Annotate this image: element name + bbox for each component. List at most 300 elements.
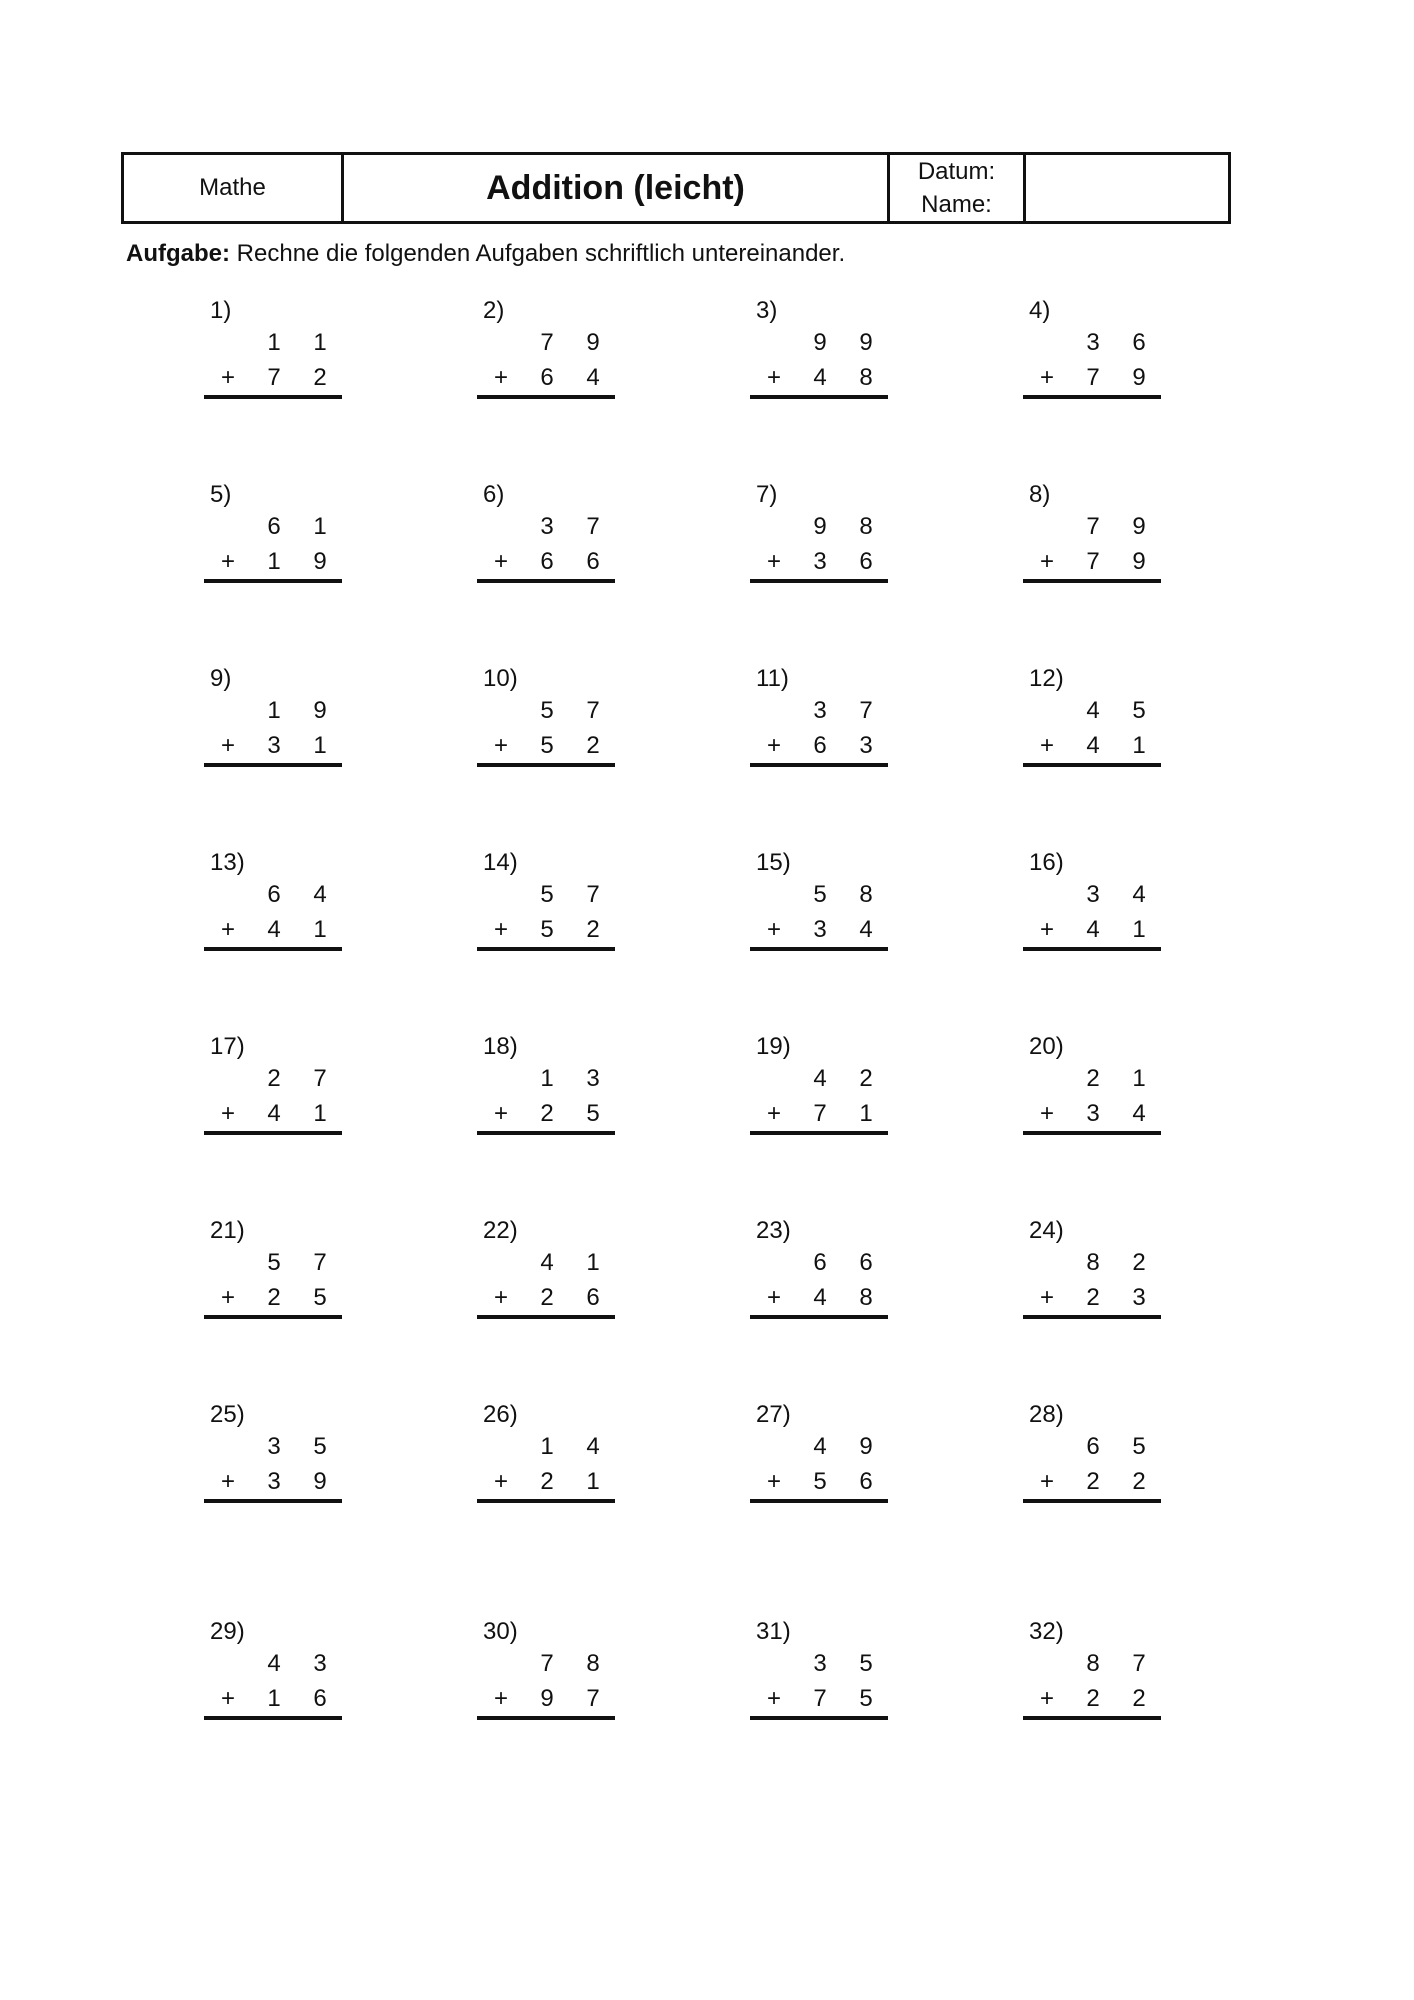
plus-sign: +: [1039, 916, 1054, 943]
second-addend: [750, 913, 886, 947]
digit: 5: [586, 1100, 600, 1127]
first-addend: [204, 1647, 340, 1681]
addition-problem: [1023, 1032, 1165, 1142]
second-addend: [204, 361, 340, 395]
digit: 9: [813, 513, 827, 540]
plus-sign: +: [493, 1284, 508, 1311]
digit: 4: [1132, 1100, 1146, 1127]
plus-sign: +: [220, 1685, 235, 1712]
sum-line: [750, 763, 888, 767]
digit: 3: [267, 1433, 281, 1460]
digit: 2: [313, 364, 327, 391]
addition-problem: [477, 1216, 619, 1326]
plus-sign: +: [766, 1284, 781, 1311]
digit: 4: [313, 881, 327, 908]
digit: 6: [859, 1249, 873, 1276]
digit: 7: [859, 697, 873, 724]
second-addend: [1023, 545, 1159, 579]
digit: 7: [586, 513, 600, 540]
digit: 1: [267, 548, 281, 575]
addition-problem: [204, 480, 346, 590]
digit: 8: [1086, 1249, 1100, 1276]
digit: 6: [267, 881, 281, 908]
digit: 9: [313, 1468, 327, 1495]
addition-problem: [750, 664, 892, 774]
addition-problem: [204, 848, 346, 958]
sum-line: [477, 579, 615, 583]
plus-sign: +: [766, 1468, 781, 1495]
first-addend: [750, 510, 886, 544]
problem-number: 32): [1029, 1618, 1064, 1645]
addition-problem: [750, 1617, 892, 1727]
sum-line: [204, 579, 342, 583]
digit: 4: [586, 364, 600, 391]
first-addend: [750, 694, 886, 728]
digit: 1: [540, 1433, 554, 1460]
date-name-fields: [1026, 155, 1228, 221]
digit: 3: [267, 732, 281, 759]
first-addend: [1023, 1647, 1159, 1681]
problem-number: 3): [756, 297, 778, 324]
digit: 4: [1086, 916, 1100, 943]
sum-line: [750, 579, 888, 583]
second-addend: [477, 913, 613, 947]
digit: 3: [586, 1065, 600, 1092]
addition-problem: [477, 848, 619, 958]
plus-sign: +: [493, 548, 508, 575]
digit: 5: [813, 881, 827, 908]
problem-number: 24): [1029, 1217, 1064, 1244]
second-addend: [750, 1097, 886, 1131]
second-addend: [750, 361, 886, 395]
problem-number: 18): [483, 1033, 518, 1060]
digit: 2: [1132, 1468, 1146, 1495]
sum-line: [477, 1716, 615, 1720]
plus-sign: +: [1039, 1685, 1054, 1712]
plus-sign: +: [493, 1468, 508, 1495]
digit: 5: [540, 732, 554, 759]
second-addend: [750, 729, 886, 763]
sum-line: [750, 1315, 888, 1319]
sum-line: [204, 1716, 342, 1720]
addition-problem: [750, 848, 892, 958]
digit: 4: [267, 1100, 281, 1127]
second-addend: [204, 1097, 340, 1131]
addition-problem: [477, 1617, 619, 1727]
sum-line: [750, 1716, 888, 1720]
digit: 9: [313, 548, 327, 575]
plus-sign: +: [220, 916, 235, 943]
digit: 5: [859, 1685, 873, 1712]
plus-sign: +: [1039, 1468, 1054, 1495]
problem-number: 2): [483, 297, 505, 324]
problem-number: 17): [210, 1033, 245, 1060]
addition-problem: [1023, 1400, 1165, 1510]
digit: 5: [540, 916, 554, 943]
digit: 9: [859, 1433, 873, 1460]
digit: 9: [313, 697, 327, 724]
instruction-text: Rechne die folgenden Aufgaben schriftlich untereinander.: [230, 240, 846, 267]
digit: 6: [1086, 1433, 1100, 1460]
plus-sign: +: [220, 1468, 235, 1495]
digit: 4: [586, 1433, 600, 1460]
plus-sign: +: [1039, 548, 1054, 575]
sum-line: [750, 395, 888, 399]
digit: 1: [586, 1468, 600, 1495]
first-addend: [477, 510, 613, 544]
digit: 7: [313, 1249, 327, 1276]
problem-number: 23): [756, 1217, 791, 1244]
second-addend: [1023, 1281, 1159, 1315]
digit: 5: [859, 1650, 873, 1677]
first-addend: [750, 1647, 886, 1681]
digit: 8: [1086, 1650, 1100, 1677]
digit: 7: [813, 1685, 827, 1712]
digit: 6: [859, 548, 873, 575]
digit: 1: [267, 1685, 281, 1712]
addition-problem: [1023, 1617, 1165, 1727]
second-addend: [1023, 1097, 1159, 1131]
digit: 7: [540, 1650, 554, 1677]
digit: 4: [813, 1065, 827, 1092]
digit: 2: [540, 1284, 554, 1311]
first-addend: [477, 326, 613, 360]
digit: 7: [586, 1685, 600, 1712]
problem-number: 25): [210, 1401, 245, 1428]
worksheet-header: [121, 152, 1231, 224]
problem-number: 13): [210, 849, 245, 876]
plus-sign: +: [220, 1284, 235, 1311]
digit: 2: [1086, 1065, 1100, 1092]
addition-problem: [477, 1032, 619, 1142]
digit: 1: [859, 1100, 873, 1127]
sum-line: [1023, 1315, 1161, 1319]
problem-number: 14): [483, 849, 518, 876]
addition-problem: [1023, 480, 1165, 590]
date-label: Datum:: [917, 158, 996, 185]
plus-sign: +: [766, 364, 781, 391]
digit: 7: [1086, 513, 1100, 540]
second-addend: [477, 1465, 613, 1499]
digit: 7: [267, 364, 281, 391]
digit: 3: [859, 732, 873, 759]
digit: 7: [1132, 1650, 1146, 1677]
sum-line: [204, 1315, 342, 1319]
digit: 9: [1132, 513, 1146, 540]
plus-sign: +: [220, 364, 235, 391]
second-addend: [477, 545, 613, 579]
addition-problem: [750, 1216, 892, 1326]
problem-number: 11): [756, 665, 789, 692]
problem-number: 6): [483, 481, 505, 508]
digit: 4: [540, 1249, 554, 1276]
addition-problem: [204, 1617, 346, 1727]
first-addend: [477, 1246, 613, 1280]
sum-line: [1023, 1131, 1161, 1135]
digit: 3: [813, 916, 827, 943]
problem-number: 27): [756, 1401, 791, 1428]
first-addend: [477, 1647, 613, 1681]
plus-sign: +: [493, 1100, 508, 1127]
sum-line: [477, 1131, 615, 1135]
first-addend: [204, 326, 340, 360]
digit: 3: [1086, 881, 1100, 908]
problem-number: 31): [756, 1618, 791, 1645]
digit: 5: [813, 1468, 827, 1495]
plus-sign: +: [766, 1685, 781, 1712]
digit: 4: [1086, 697, 1100, 724]
digit: 2: [1132, 1685, 1146, 1712]
first-addend: [204, 1246, 340, 1280]
digit: 4: [1132, 881, 1146, 908]
plus-sign: +: [220, 1100, 235, 1127]
digit: 2: [586, 732, 600, 759]
digit: 7: [586, 697, 600, 724]
first-addend: [750, 326, 886, 360]
digit: 6: [813, 1249, 827, 1276]
problem-number: 28): [1029, 1401, 1064, 1428]
digit: 2: [586, 916, 600, 943]
second-addend: [204, 1465, 340, 1499]
digit: 1: [1132, 732, 1146, 759]
problem-number: 12): [1029, 665, 1064, 692]
digit: 9: [813, 329, 827, 356]
digit: 6: [267, 513, 281, 540]
digit: 3: [813, 1650, 827, 1677]
first-addend: [750, 1062, 886, 1096]
first-addend: [1023, 1062, 1159, 1096]
problem-number: 7): [756, 481, 778, 508]
sum-line: [1023, 579, 1161, 583]
addition-problem: [477, 1400, 619, 1510]
sum-line: [204, 1131, 342, 1135]
first-addend: [204, 1062, 340, 1096]
first-addend: [750, 878, 886, 912]
second-addend: [204, 545, 340, 579]
addition-problem: [750, 480, 892, 590]
digit: 2: [267, 1284, 281, 1311]
first-addend: [1023, 1246, 1159, 1280]
sum-line: [1023, 947, 1161, 951]
first-addend: [750, 1430, 886, 1464]
plus-sign: +: [1039, 1100, 1054, 1127]
plus-sign: +: [220, 548, 235, 575]
addition-problem: [477, 664, 619, 774]
digit: 6: [313, 1685, 327, 1712]
first-addend: [477, 1430, 613, 1464]
addition-problem: [204, 296, 346, 406]
digit: 1: [313, 513, 327, 540]
problem-number: 5): [210, 481, 232, 508]
sum-line: [204, 395, 342, 399]
problem-number: 9): [210, 665, 232, 692]
digit: 2: [1132, 1249, 1146, 1276]
addition-problem: [1023, 664, 1165, 774]
digit: 9: [586, 329, 600, 356]
plus-sign: +: [766, 548, 781, 575]
second-addend: [477, 1281, 613, 1315]
second-addend: [750, 545, 886, 579]
sum-line: [477, 395, 615, 399]
second-addend: [750, 1682, 886, 1716]
problem-number: 16): [1029, 849, 1064, 876]
second-addend: [1023, 913, 1159, 947]
sum-line: [1023, 395, 1161, 399]
sum-line: [204, 763, 342, 767]
second-addend: [477, 729, 613, 763]
date-name-labels: [890, 155, 1026, 221]
digit: 1: [267, 329, 281, 356]
problem-number: 19): [756, 1033, 791, 1060]
first-addend: [1023, 878, 1159, 912]
plus-sign: +: [220, 732, 235, 759]
digit: 2: [540, 1100, 554, 1127]
second-addend: [1023, 361, 1159, 395]
digit: 3: [1086, 329, 1100, 356]
first-addend: [750, 1246, 886, 1280]
digit: 4: [267, 1650, 281, 1677]
digit: 3: [540, 513, 554, 540]
addition-problem: [750, 1400, 892, 1510]
problem-number: 15): [756, 849, 791, 876]
second-addend: [204, 913, 340, 947]
digit: 6: [859, 1468, 873, 1495]
digit: 3: [267, 1468, 281, 1495]
digit: 1: [1132, 916, 1146, 943]
plus-sign: +: [1039, 1284, 1054, 1311]
plus-sign: +: [493, 364, 508, 391]
problem-number: 8): [1029, 481, 1051, 508]
sum-line: [204, 1499, 342, 1503]
first-addend: [477, 878, 613, 912]
problem-number: 26): [483, 1401, 518, 1428]
sum-line: [477, 1315, 615, 1319]
sum-line: [204, 947, 342, 951]
plus-sign: +: [493, 916, 508, 943]
digit: 7: [813, 1100, 827, 1127]
second-addend: [204, 729, 340, 763]
digit: 9: [1132, 364, 1146, 391]
sum-line: [1023, 1499, 1161, 1503]
second-addend: [477, 361, 613, 395]
problem-number: 1): [210, 297, 232, 324]
digit: 6: [813, 732, 827, 759]
digit: 4: [1086, 732, 1100, 759]
addition-problem: [1023, 1216, 1165, 1326]
digit: 6: [540, 364, 554, 391]
second-addend: [477, 1682, 613, 1716]
digit: 8: [586, 1650, 600, 1677]
second-addend: [1023, 1465, 1159, 1499]
digit: 1: [313, 329, 327, 356]
digit: 3: [813, 548, 827, 575]
digit: 3: [1086, 1100, 1100, 1127]
digit: 5: [540, 881, 554, 908]
second-addend: [1023, 1682, 1159, 1716]
digit: 5: [540, 697, 554, 724]
addition-problem: [204, 1032, 346, 1142]
digit: 6: [540, 548, 554, 575]
addition-problem: [1023, 848, 1165, 958]
plus-sign: +: [766, 732, 781, 759]
digit: 1: [313, 916, 327, 943]
name-label: Name:: [921, 191, 992, 218]
subject-label: Mathe: [124, 155, 344, 221]
digit: 9: [1132, 548, 1146, 575]
digit: 9: [540, 1685, 554, 1712]
problem-number: 20): [1029, 1033, 1064, 1060]
plus-sign: +: [766, 1100, 781, 1127]
problem-number: 10): [483, 665, 518, 692]
second-addend: [750, 1281, 886, 1315]
plus-sign: +: [1039, 364, 1054, 391]
addition-problem: [477, 296, 619, 406]
first-addend: [1023, 510, 1159, 544]
problem-number: 4): [1029, 297, 1051, 324]
addition-problem: [750, 296, 892, 406]
second-addend: [1023, 729, 1159, 763]
addition-problem: [477, 480, 619, 590]
sum-line: [1023, 763, 1161, 767]
digit: 5: [1132, 697, 1146, 724]
instruction: [126, 240, 845, 268]
problem-number: 21): [210, 1217, 245, 1244]
digit: 1: [267, 697, 281, 724]
second-addend: [204, 1682, 340, 1716]
digit: 4: [813, 1284, 827, 1311]
digit: 6: [586, 548, 600, 575]
first-addend: [204, 510, 340, 544]
digit: 1: [1132, 1065, 1146, 1092]
sum-line: [1023, 1716, 1161, 1720]
digit: 7: [1086, 364, 1100, 391]
digit: 4: [813, 364, 827, 391]
digit: 5: [313, 1433, 327, 1460]
digit: 8: [859, 1284, 873, 1311]
problem-number: 29): [210, 1618, 245, 1645]
digit: 8: [859, 513, 873, 540]
digit: 1: [313, 732, 327, 759]
plus-sign: +: [493, 732, 508, 759]
sum-line: [477, 763, 615, 767]
digit: 3: [1132, 1284, 1146, 1311]
digit: 5: [313, 1284, 327, 1311]
sum-line: [750, 1131, 888, 1135]
digit: 7: [1086, 548, 1100, 575]
sum-line: [750, 947, 888, 951]
digit: 3: [313, 1650, 327, 1677]
digit: 4: [813, 1433, 827, 1460]
first-addend: [204, 878, 340, 912]
digit: 2: [267, 1065, 281, 1092]
digit: 1: [586, 1249, 600, 1276]
addition-problem: [204, 1216, 346, 1326]
digit: 6: [586, 1284, 600, 1311]
first-addend: [204, 1430, 340, 1464]
digit: 1: [313, 1100, 327, 1127]
digit: 7: [586, 881, 600, 908]
first-addend: [477, 694, 613, 728]
digit: 3: [813, 697, 827, 724]
addition-problem: [204, 1400, 346, 1510]
second-addend: [750, 1465, 886, 1499]
worksheet-title: Addition (leicht): [344, 155, 890, 221]
second-addend: [204, 1281, 340, 1315]
plus-sign: +: [1039, 732, 1054, 759]
digit: 5: [1132, 1433, 1146, 1460]
problem-number: 22): [483, 1217, 518, 1244]
addition-problem: [1023, 296, 1165, 406]
